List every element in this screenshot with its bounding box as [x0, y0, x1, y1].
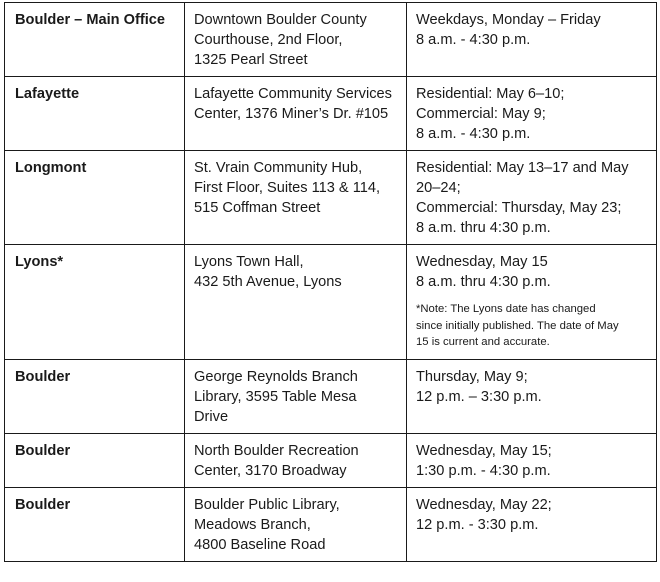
address-cell: [185, 245, 407, 360]
table-row: [5, 487, 657, 561]
location-name: Boulder – Main Office: [15, 12, 166, 28]
address-line: Meadows Branch,: [194, 516, 311, 533]
schedule-cell: [407, 151, 657, 245]
location-cell: [5, 487, 185, 561]
schedule-cell: [407, 245, 657, 360]
address-line: Center, 1376 Miner’s Dr. #105: [194, 106, 389, 122]
location-cell: [5, 433, 185, 487]
address-cell: [185, 77, 407, 151]
address-line: Lafayette Community Services: [194, 86, 392, 102]
schedule-note: [416, 301, 649, 351]
location-cell: [5, 3, 185, 77]
schedule-line: 12 p.m. - 3:30 p.m.: [416, 516, 539, 533]
address-line: Center, 3170 Broadway: [194, 462, 347, 479]
location-cell: [5, 151, 185, 245]
table-row: [5, 245, 657, 360]
location-name: Boulder: [15, 442, 71, 459]
location-name: Longmont: [15, 160, 87, 176]
schedule-line: 8 a.m. thru 4:30 p.m.: [416, 220, 551, 236]
address-line: North Boulder Recreation: [194, 442, 359, 459]
schedule-line: 8 a.m. - 4:30 p.m.: [416, 32, 531, 48]
schedule-cell: [407, 433, 657, 487]
table-row: [5, 3, 657, 77]
schedule-cell: [407, 487, 657, 561]
address-line: 432 5th Avenue, Lyons: [194, 274, 342, 290]
schedule-line: Residential: May 6–10;: [416, 86, 565, 102]
table-row: [5, 77, 657, 151]
location-name: Boulder: [15, 368, 71, 385]
schedule-cell: [407, 77, 657, 151]
address-line: 1325 Pearl Street: [194, 52, 308, 68]
location-name: Lafayette: [15, 86, 80, 102]
location-cell: [5, 77, 185, 151]
location-name: Boulder: [15, 496, 71, 513]
schedule-line: Residential: May 13–17 and May: [416, 160, 629, 176]
schedule-cell: [407, 3, 657, 77]
location-name: Lyons*: [15, 254, 64, 270]
schedule-line: 1:30 p.m. - 4:30 p.m.: [416, 462, 551, 479]
note-line: *Note: The Lyons date has changed: [416, 303, 596, 315]
address-line: Boulder Public Library,: [194, 496, 340, 513]
table-row: [5, 433, 657, 487]
address-cell: [185, 359, 407, 433]
schedule-line: Wednesday, May 15: [416, 254, 548, 270]
table-row: [5, 151, 657, 245]
schedule-line: Wednesday, May 22;: [416, 496, 552, 513]
address-line: 515 Coffman Street: [194, 200, 321, 216]
address-line: Lyons Town Hall,: [194, 254, 304, 270]
address-line: George Reynolds Branch: [194, 368, 358, 385]
address-line: First Floor, Suites 113 & 114,: [194, 180, 381, 196]
address-line: St. Vrain Community Hub,: [194, 160, 363, 176]
locations-table-container: [4, 2, 657, 562]
table-row: [5, 359, 657, 433]
address-line: 4800 Baseline Road: [194, 536, 326, 553]
address-line: Drive: [194, 408, 229, 425]
schedule-line: Commercial: May 9;: [416, 106, 546, 122]
locations-table: [4, 2, 657, 562]
schedule-line: Weekdays, Monday – Friday: [416, 12, 601, 28]
address-cell: [185, 151, 407, 245]
location-cell: [5, 359, 185, 433]
address-line: Downtown Boulder County: [194, 12, 367, 28]
location-cell: [5, 245, 185, 360]
note-line: since initially published. The date of May: [416, 319, 619, 332]
schedule-line: Commercial: Thursday, May 23;: [416, 200, 622, 216]
schedule-line: 8 a.m. thru 4:30 p.m.: [416, 274, 551, 290]
schedule-line: 8 a.m. - 4:30 p.m.: [416, 126, 531, 142]
address-line: Courthouse, 2nd Floor,: [194, 32, 343, 48]
schedule-line: Thursday, May 9;: [416, 368, 528, 385]
schedule-line: Wednesday, May 15;: [416, 442, 552, 459]
address-line: Library, 3595 Table Mesa: [194, 388, 357, 405]
address-cell: [185, 3, 407, 77]
address-cell: [185, 433, 407, 487]
schedule-cell: [407, 359, 657, 433]
schedule-line: 20–24;: [416, 180, 461, 196]
address-cell: [185, 487, 407, 561]
note-line: 15 is current and accurate.: [416, 336, 550, 348]
schedule-line: 12 p.m. – 3:30 p.m.: [416, 388, 542, 405]
